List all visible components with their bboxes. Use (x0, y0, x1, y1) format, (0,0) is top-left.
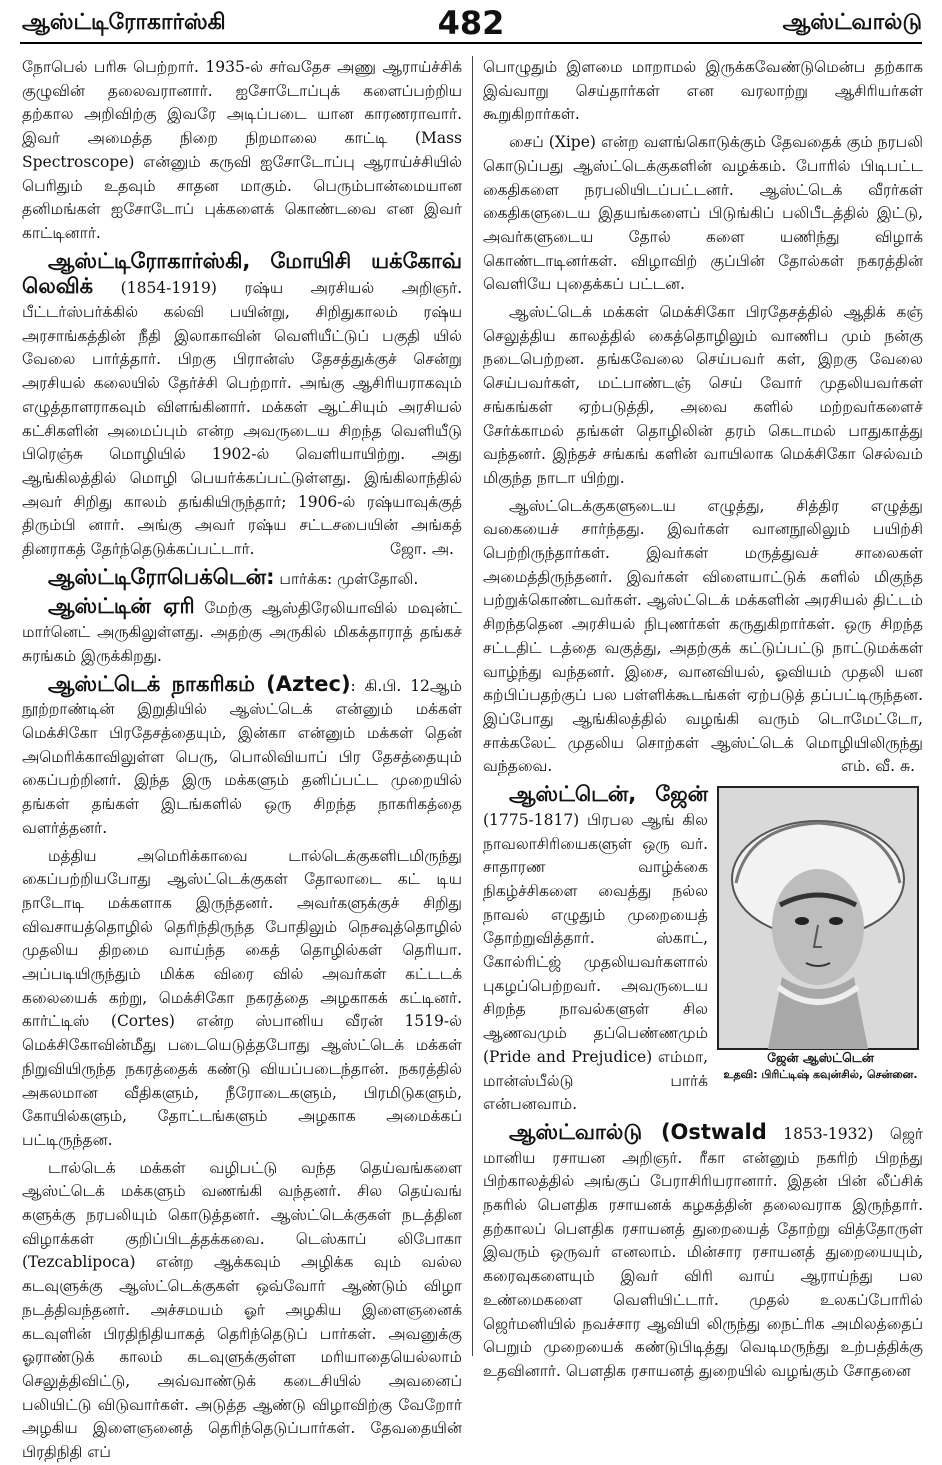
figure-caption: ஜேன் ஆஸ்ட்டென் (767, 1050, 874, 1066)
header-rule (20, 42, 922, 44)
entry-headword: ஆஸ்ட்டின் ஏரி (48, 594, 195, 619)
entry-text: பார்க்க: முள்தோலி. (274, 569, 419, 588)
entry-text: 1853-1932) ஜெர் மானிய ரசாயன அறிஞர். ரீகா என்னும் நகரிற் பிறந்து பிற்காலத்தில் அங்குப் பேராசிரியரானார். இதன் பின் லீப்சிக் நகரில் பௌதிக ரசாயனக் கழகத்தின் தலைவராக இருந்தார். தற்காலப் பௌதிக ரசாயனத் துறையைத் தோற்று வித்தோருள் இவரும் ஒருவர் எனலாம். மின்சார ரசாயனத் துறையையும், கரைவுகளையும் இவர் விரி வாய் ஆராய்ந்து பல உண்மைகளை வெளியிட்டார். முதல் உலகப்போரில் ஜெர்மனியில் நவச்சார ஆவியி லிருந்து நைட்ரிக அமிலத்தைப் பெறும் முறையைக் கண்டுபிடித்து வெடிமருந்து உற்பத்திக்கு உதவினார். பௌதிக ரசாயனத் துறையில் வழங்கும் சோதனை (483, 1124, 923, 1380)
entry-headword: ஆஸ்ட்டெக் நாகரிகம் (Aztec) (48, 671, 351, 696)
entry-text: (1854-1919) ரஷ்ய அரசியல் அறிஞர். பீட்டர்ஸ்பர்க்கில் கல்வி பயின்று, சிறிதுகாலம் ரஷ்ய அரசாங்கத்தின் நீதி இலாகாவின் வெளியீட்டுப் பகுதி யில் வேலை பார்த்தார். பிறகு பிரான்ஸ் தேசத்துக்குச் சென்று அரசியல் கலையில் தேர்ச்சி பெற்றார். அங்கு ஆசிரியராகவும் எழுத்தாளராகவும் விளங்கினார். மக்கள் ஆட்சியும் அரசியல் கட்சிகளின் அமைப்பும் என்ற அவருடைய சிறந்த வெளியீடு பிரெஞ்சு மொழியில் 1902-ல் வெளியாயிற்று. அது ஆங்கிலத்தில் மொழி பெயர்க்கப்பட்டுள்ளது. இங்கிலாந்தில் அவர் சிறிது காலம் தங்கியிருந்தார்; 1906-ல் ரஷ்யாவுக்குத் திரும்பி னார். அங்கு அவர் ரஷ்ய சட்டசபையின் அங்கத் தினராகத் தேர்ந்தெடுக்கப்பட்டார். (22, 279, 462, 559)
entry-headword: ஆஸ்ட்வால்டு (Ostwald (509, 1119, 767, 1144)
paragraph: பொழுதும் இளமை மாறாமல் இருக்கவேண்டுமென்ப தற்காக இவ்வாறு செய்தார்கள் என வரலாற்று ஆசிரியர்கள் கூறுகிறார்கள். (483, 58, 923, 124)
left-column (22, 56, 462, 1462)
paragraph: நோபெல் பரிசு பெற்றார். 1935-ல் சர்வதேச அணு ஆராய்ச்சிக் குழுவின் தலைவரானார். ஐசோடோப்புக் களைப்பற்றிய தற்கால அறிவிற்கு இவரே அடிப்படை யான காரணராவார். இவர் அமைத்த நிறை நிறமாலை காட்டி (Mass Spectroscope) என்னும் கருவி ஐசோடோப்பு ஆராய்ச்சியில் பெரிதும் உதவும் சாதன மாகும். பெரும்பான்மையான தனிமங்கள் ஐசோடோப் புக்களைக் கொண்டவை என இவர் காட்டினார். (22, 58, 462, 242)
entry-jane-austen (483, 783, 923, 1117)
running-head-right: ஆஸ்ட்வால்டு (782, 10, 922, 35)
author-signature: எம். வீ. சு. (840, 757, 915, 776)
running-head-left: ஆஸ்ட்டிரோகார்ஸ்கி (22, 10, 226, 35)
entry-ostrogorski (22, 250, 462, 562)
portrait-figure (718, 787, 923, 1083)
right-column (483, 56, 923, 1380)
entry-headword: ஆஸ்ட்டிரோபெக்டென்: (48, 564, 275, 589)
entry-text: (1775-1817) பிரபல ஆங் கில நாவலாசிரியைகளுள் ஒரு வர். சாதாரண வாழ்க்கை நிகழ்ச்சிகளை வைத்து நல்ல நாவல் எழுதும் முறையைத் தோற்றுவித்தார். ஸ்காட், கோல்ரிட்ஜ் முதலியவர்களால் புகழப்பெற்றவர். அவருடைய சிறந்த நாவல்களுள் சில ஆணவமும் தப்பெண்ணமும் (Pride and Prejudice) எம்மா, மான்ஸ்பீல்டு பார்க் என்பனவாம். (483, 810, 708, 1114)
page-header (0, 0, 942, 40)
author-signature: ஜோ. அ. (389, 540, 454, 559)
entry-text: : கி.பி. 12ஆம் நூற்றாண்டின் இறுதியில் ஆஸ்ட்டெக் என்னும் மக்கள் மெக்சிகோ பிரதேசத்தையும், இன்கா என்னும் மக்கள் தென் அமெரிக்காவிலுள்ள பெரு, பொலிவியாப் பிர தேசத்தையும் கைப்பற்றினர். இந்த இரு மக்களும் தனிப்பட்ட முறையில் தங்கள் தங்கள் இடங்களில் ஒரு சிறந்த நாகரிகத்தை வளர்த்தனர். (22, 676, 462, 837)
paragraph-text: ஆஸ்ட்டெக்குகளுடைய எழுத்து, சித்திர எழுத்து வகையைச் சார்ந்தது. இவர்கள் வானநூலிலும் பயிற்சி பெற்றிருந்தார்கள். இவர்கள் மருத்துவச் சாலைகள் அமைத்திருந்தனர். இவர்கள் விளையாட்டுக் களில் மிகுந்த பற்றுக்கொண்டவர்கள். ஆஸ்ட்டெக் மக்களின் அரசியல் திட்டம் சிறந்ததென அரசியல் நிபுணர்கள் கருதுகிறார்கள். ஒரு சிறந்த சட்டதிட் டத்தை வகுத்து, அதற்குக் கட்டுப்பட்டு நாட்டுமக்கள் வாழ்ந்து வந்தனர். இசை, வானவியல், ஓவியம் முதலி யன கற்பிப்பதற்குப் பல பள்ளிக்கூடங்கள் ஏற்படுத் தப்பட்டிருந்தன. இப்போது ஆங்கிலத்தில் வழங்கி வரும் டொமேட்டோ, சாக்கலேட் முதலிய சொற்கள் ஆஸ்ட்டெக் மொழியிலிருந்து வந்தவை. (483, 496, 923, 776)
paragraph: மத்திய அமெரிக்காவை டால்டெக்குகளிடமிருந்து கைப்பற்றியபோது ஆஸ்ட்டெக்குகள் தோலாடை கட் டிய நாடோடி மக்களாக இருந்தனர். அவர்களுக்குச் சிறிது விவசாயத்தொழில் தெரிந்திருந்த போதிலும் நெசவுத்தொழில் முதலிய திறமை வாய்ந்த கைத் தொழில்கள் தெரியா. அப்படியிருந்தும் மிக்க விரை வில் அவர்கள் கட்டடக் கலையைக் கற்று, மெக்சிகோ நகரத்தை அழகாகக் கட்டினர். கார்ட்டிஸ் (Cortes) என்ற ஸ்பானிய வீரன் 1519-ல் மெக்சிகோவின்மீது படையெடுத்தபோது ஆஸ்ட்டெக் மக்கள் நிறுவியிருந்த நகரத்தைக் கண்டு வியப்படைந்தான். நகரத்தில் அகலமான வீதிகளும், நீரோடைகளும், பிரமிடுகளும், கோயில்களும், தோட்டங்களும் அழகாக அமைக்கப் பட்டிருந்தன. (22, 846, 462, 1149)
jane-austen-portrait (718, 787, 918, 1049)
entry-headword: ஆஸ்ட்டென், ஜேன் (509, 782, 708, 807)
entry-aztec (22, 673, 462, 841)
column-divider (472, 56, 473, 1356)
paragraph: ஆஸ்ட்டெக் மக்கள் மெக்சிகோ பிரதேசத்தில் ஆதிக் கஞ் செலுத்திய காலத்தில் கைத்தொழிலும் வாணிப மும் நன்கு நடைபெற்றன. தங்கவேலை செய்பவர் கள், இறகு வேலை செய்பவர்கள், மட்பாண்டஞ் செய் வோர் முதலியவர்கள் சங்கங்கள் ஏற்படுத்தி, அவை களில் மற்றவர்களைச் சேர்க்காமல் தங்கள் தொழிலின் தரம் கெடாமல் பாதுகாத்து வந்தனர். இந்தச் சங்கங் களின் வாயிலாக மெக்சிகோ செல்வம் மிகுந்த நாடா யிற்று. (483, 303, 923, 487)
entry-ostwald (483, 1121, 923, 1384)
figure-credit: உதவி: பிரிட்டிஷ் கவுன்சில், சென்னை. (723, 1068, 918, 1082)
aztec-paragraph (483, 495, 923, 779)
entry-lake-austin (22, 595, 462, 668)
entry-headword: ஆஸ்ட்டிரோகார்ஸ்கி, மோயிசி யக்கோவ் லெவிக் (22, 248, 462, 299)
paragraph: சைப் (Xipe) என்ற வளங்கொடுக்கும் தேவதைக் கும் நரபலி கொடுப்பது ஆஸ்ட்டெக்குகளின் வழக்கம். போரில் பிடிபட்ட கைதிகளை நரபலியிடப்பட்டனர். ஆஸ்ட்டெக் வீரர்கள் கைதிகளுடைய இதயங்களைப் பிடுங்கிப் பலிபீடத்தில் இட்டு, அவர்களுடைய தோல் களை யணிந்து விழாக் கொண்டாடினர்கள். விழாவிற் குப்பின் தோல்கள் நகரத்தின் வெளியே புதைக்கப் பட்டன. (483, 133, 923, 294)
entry-text: மேற்கு ஆஸ்திரேலியாவில் மவுன்ட் மார்னெட் அருகிலுள்ளது. அதற்கு அருகில் மிகக்தாராத் தங்கச் சுரங்கம் இருக்கிறது. (22, 599, 462, 665)
entry-astropecten (22, 566, 462, 592)
paragraph: டால்டெக் மக்கள் வழிபட்டு வந்த தெய்வங்களை ஆஸ்ட்டெக் மக்களும் வணங்கி வந்தனர். சில தெய்வங் களுக்கு நரபலியும் கொடுத்தனர். ஆஸ்ட்டெக்குகள் நடத்தின விழாக்கள் குறிப்பிடத்தக்கவை. டெஸ்காப் லிபோகா (Tezcablipoca) என்ற ஆக்கவும் அழிக்க வும் வல்ல கடவுளுக்கு ஆஸ்ட்டெக்குகள் ஒவ்வோர் ஆண்டும் விழா நடத்திவந்தனர். அச்சமயம் ஓர் அழகிய இளைஞனைக் கடவுளின் பிரதிநிதியாகத் தெரிந்தெடுப் பார்கள். அவனுக்கு ஓராண்டுக் காலம் கடவுளுக்குள்ள மரியாதையெல்லாம் செலுத்திவிட்டு, அவ்வாண்டுக் கடைசியில் அவனைப் பலியிட்டு விடுவார்கள். அடுத்த ஆண்டு விழாவிற்கு வேறோர் அழகிய இளைஞனைத் தெரிந்தெடுப்பார்கள். தேவதையின் பிரதிநிதி எப் (22, 1158, 462, 1462)
page-number: 482 (437, 4, 505, 42)
